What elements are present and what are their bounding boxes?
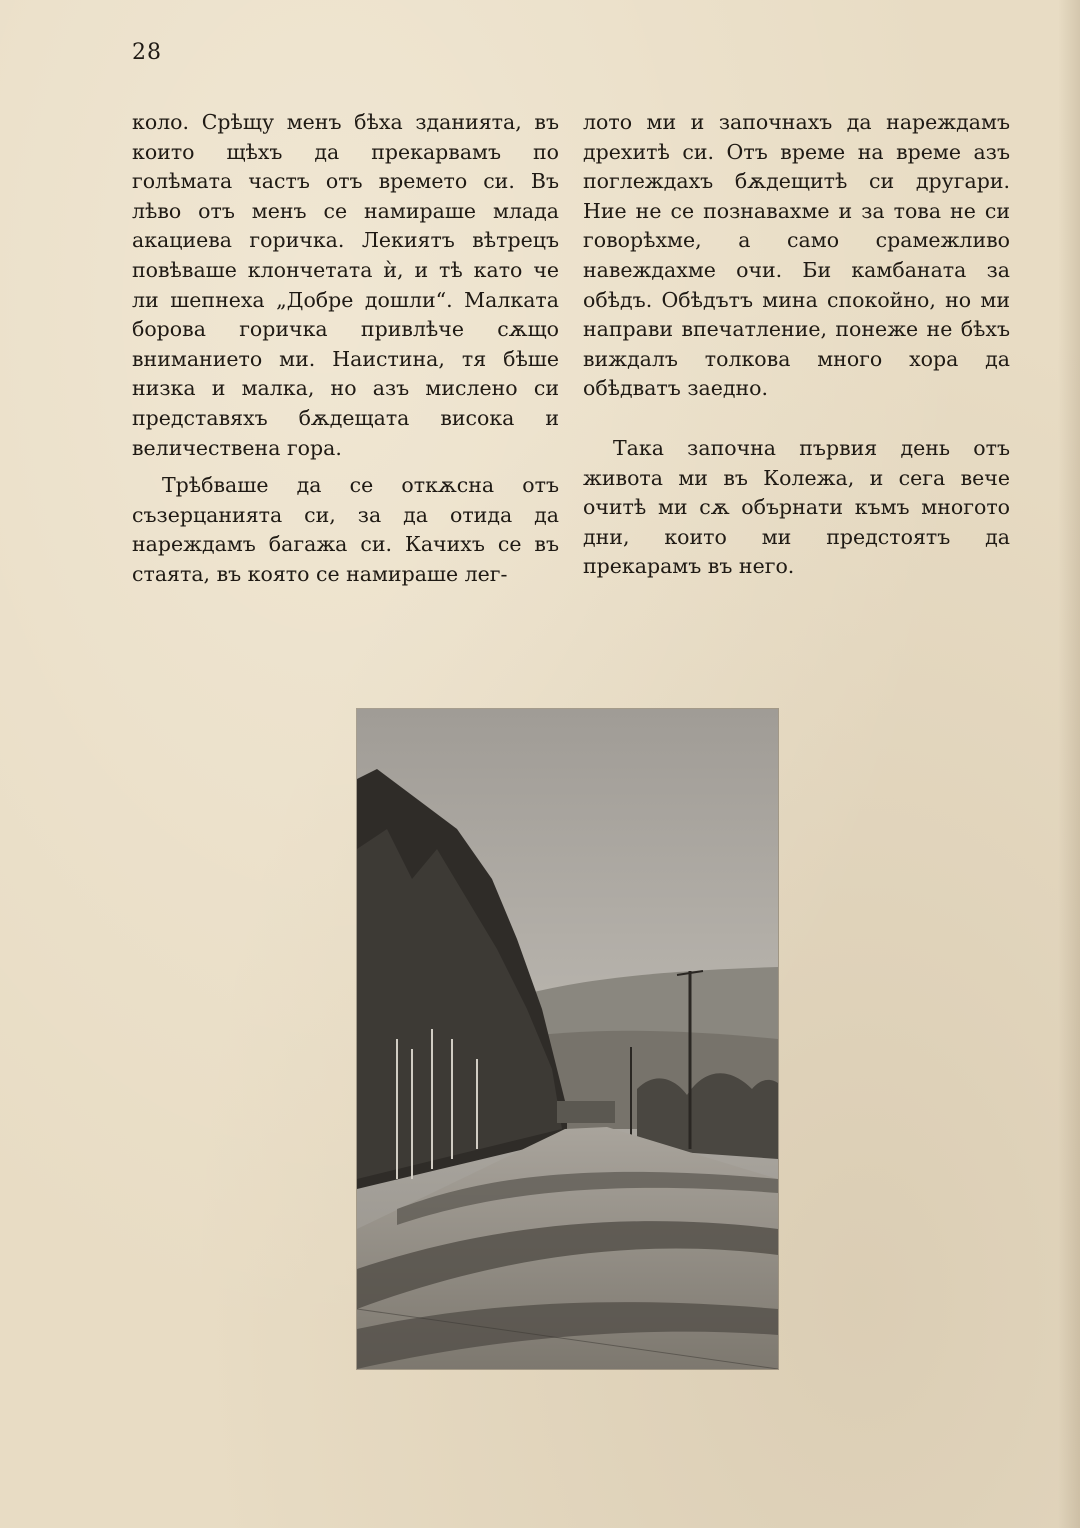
distant-building [557, 1101, 615, 1123]
page-number: 28 [132, 40, 162, 65]
tree-lined-road-photo [357, 709, 778, 1369]
paragraph: лото ми и започнахъ да нареждамъ дрехитѣ си. Отъ време на време азъ поглеждахъ бѫдещитѣ си другари. Ние не се познавахме и за това не си говорѣхме, а само срамежливо навеждахме очи. Би камбаната за обѣдъ. Обѣдътъ мина спокойно, но ми направи впечатление, понеже не бѣхъ виждалъ толкова много хора да обѣдватъ заедно. [583, 110, 1010, 401]
text-column-left [132, 108, 559, 590]
text-column-right [583, 108, 1010, 582]
page-edge-shade [1058, 0, 1080, 1528]
tree-lined-road-icon [357, 709, 778, 1369]
paragraph: Така започна първия день отъ живота ми въ Колежа, и сега вече очитѣ ми сѫ обърнати къмъ многото дни, които ми предстоятъ да прекарамъ въ него. [583, 435, 1010, 579]
paragraph: Трѣбваше да се откѫсна отъ съзерцанията си, за да отида да нареждамъ багажа си. Качихъ се въ стаята, въ която се намираше лег- [132, 473, 559, 586]
paragraph: коло. Срѣщу менъ бѣха зданията, въ които щѣхъ да прекарвамъ по голѣмата частъ отъ времето си. Въ лѣво отъ менъ се намираше млада акациева горичка. Лекиятъ вѣтрецъ повѣваше клончетата ѝ, и тѣ като че ли шепнеха „Добре дошли“. Малката борова горичка привлѣче сѫщо вниманието ми. Наистина, тя бѣше низка и малка, но азъ мислено си представяхъ бѫдещата висока и величествена гора. [132, 110, 559, 460]
